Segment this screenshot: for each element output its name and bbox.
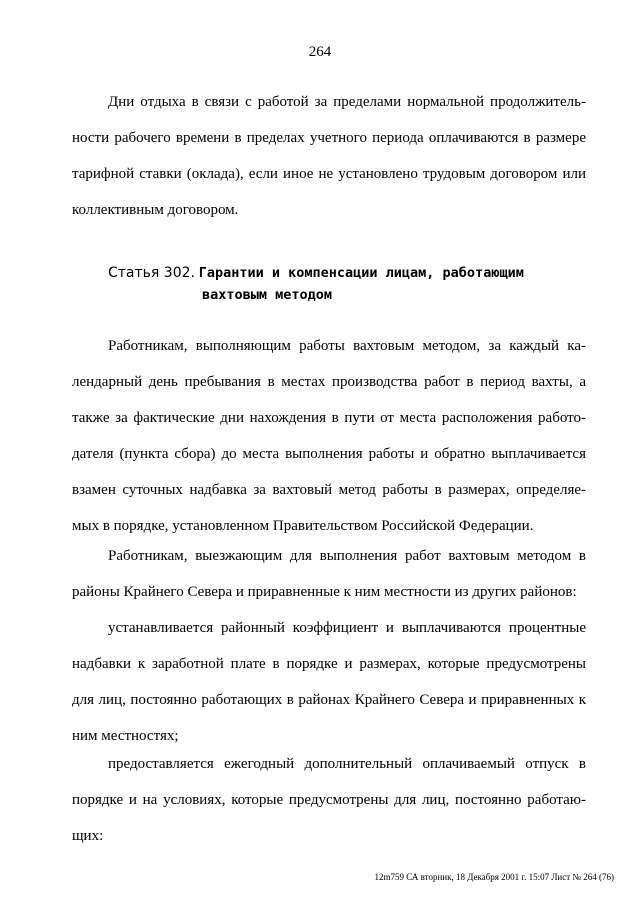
text-line: предоставляется ежегодный дополнительный оплачиваемый отпуск в [108,756,586,772]
text-line: дателя (пункта сбора) до места выполнения работы и обратно выплачивается [72,446,586,462]
article-title-line-2: вахтовым методом [202,287,333,303]
text-line: Работникам, выезжающим для выполнения работ вахтовым методом в [108,548,586,564]
text-line: Работникам, выполняющим работы вахтовым методом, за каждый ка- [108,338,586,354]
text-line: взамен суточных надбавка за вахтовый метод работы в размерах, определяе- [72,482,586,498]
article-number: Статья 302. [108,265,195,281]
text-line: ности рабочего времени в пределах учетного периода оплачиваются в размере [72,130,586,146]
page-number: 264 [308,44,332,60]
document-footer: 12m759 СА вторник, 18 Декабря 2001 г. 15:07 Лист № 264 (76) [374,872,614,882]
text-line: надбавки к заработной плате в порядке и размерах, которые предусмотрены [72,656,586,672]
text-line: щих: [72,828,104,844]
text-line: устанавливается районный коэффициент и выплачиваются процентные [108,620,586,636]
text-line: коллективным договором. [72,202,239,218]
text-line: также за фактические дни нахождения в пути от места расположения работо- [72,410,586,426]
text-line: ним местностях; [72,728,179,744]
text-line: лендарный день пребывания в местах производства работ в период вахты, а [72,374,586,390]
text-line: для лиц, постоянно работающих в районах Крайнего Севера и приравненных к [72,692,586,708]
text-line: порядке и на условиях, которые предусмотрены для лиц, постоянно работаю- [72,792,586,808]
article-heading [108,262,586,306]
text-line: тарифной ставки (оклада), если иное не установлено трудовым договором или [72,166,586,182]
article-title-line-1: Гарантии и компенсации лицам, работающим [198,265,524,281]
text-line: мых в порядке, установленном Правительством Российской Федерации. [72,518,534,534]
text-line: районы Крайнего Севера и приравненные к ним местности из других районов: [72,584,577,600]
text-line: Дни отдыха в связи с работой за пределами нормальной продолжитель- [108,94,586,110]
